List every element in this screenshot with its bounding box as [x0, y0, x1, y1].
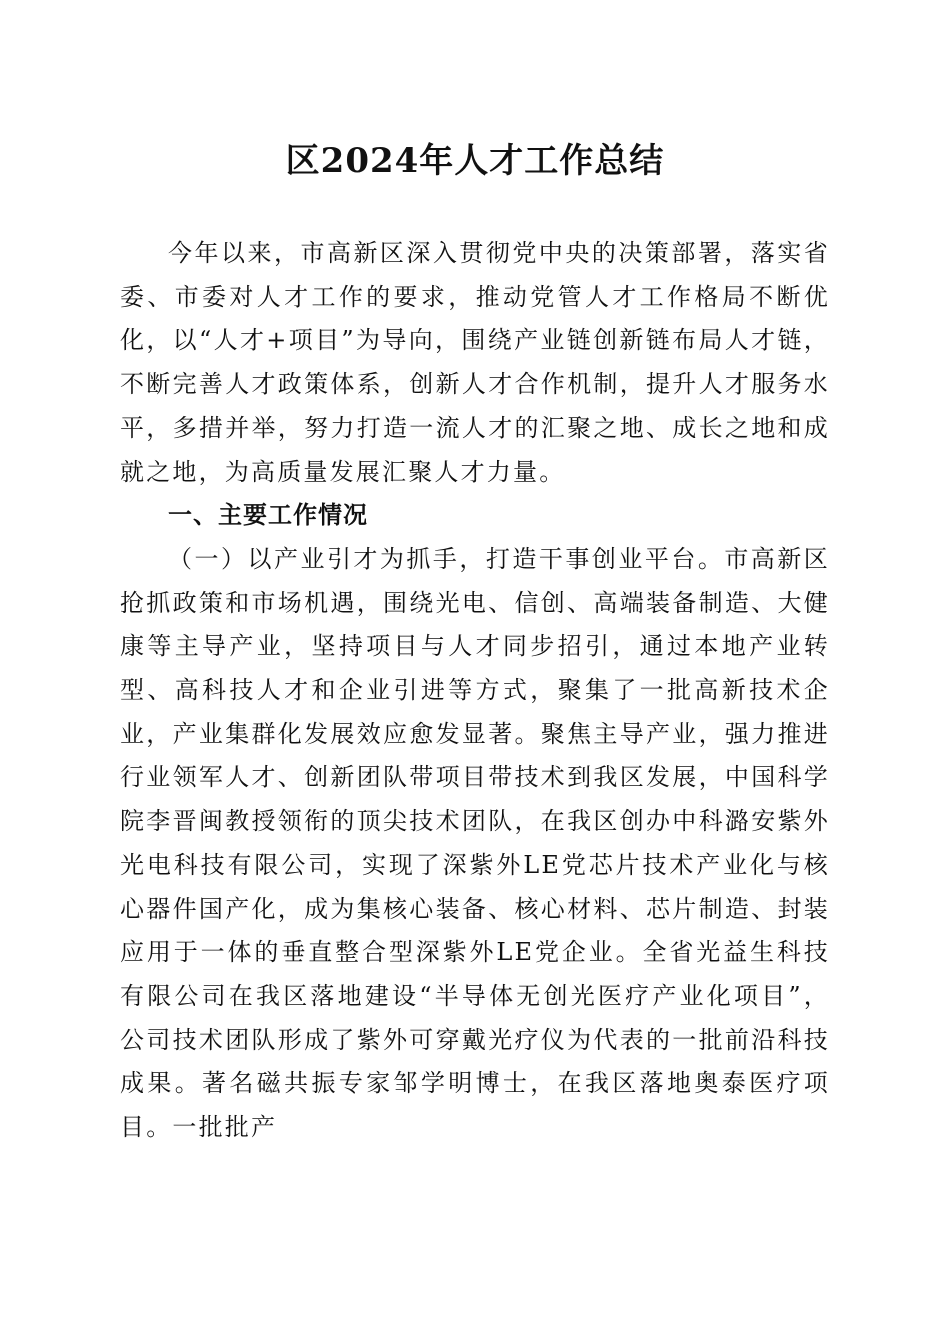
subsection-body-industry-talent: 市高新区抢抓政策和市场机遇，围绕光电、信创、高端装备制造、大健康等主导产业，坚持项目与人才同步招引，通过本地产业转型、高科技人才和企业引进等方式，聚集了一批高新技术企业，产业集群化发展效应愈发显著。聚焦主导产业，强力推进行业领军人才、创新团队带项目带技术到我区发展，中国科学院李晋闽教授领衔的顶尖技术团队，在我区创办中科潞安紫外光电科技有限公司，实现了深紫外LE党芯片技术产业化与核心器件国产化，成为集核心装备、核心材料、芯片制造、封装应用于一体的垂直整合型深紫外LE党企业。全省光益生科技有限公司在我区落地建设“半导体无创光医疗产业化项目”，公司技术团队形成了紫外可穿戴光疗仪为代表的一批前沿科技成果。著名磁共振专家邹学明博士，在我区落地奥泰医疗项目。一批批产: [120, 544, 830, 1142]
intro-paragraph: 今年以来，市高新区深入贯彻党中央的决策部署，落实省委、市委对人才工作的要求，推动党管人才工作格局不断优化，以“人才+项目”为导向，围绕产业链创新链布局人才链，不断完善人才政策体系，创新人才合作机制，提升人才服务水平，多措并举，努力打造一流人才的汇聚之地、成长之地和成就之地，为高质量发展汇聚人才力量。: [120, 239, 830, 486]
document-body: [120, 232, 830, 1150]
section-heading-main-work: 一、主要工作情况: [168, 501, 368, 530]
document-title: 区2024年人才工作总结: [285, 141, 665, 181]
subsection-heading-industry-talent: （一）以产业引才为抓手，打造干事创业平台。: [168, 544, 725, 573]
subsection-paragraph-industry-talent: [120, 538, 830, 1150]
